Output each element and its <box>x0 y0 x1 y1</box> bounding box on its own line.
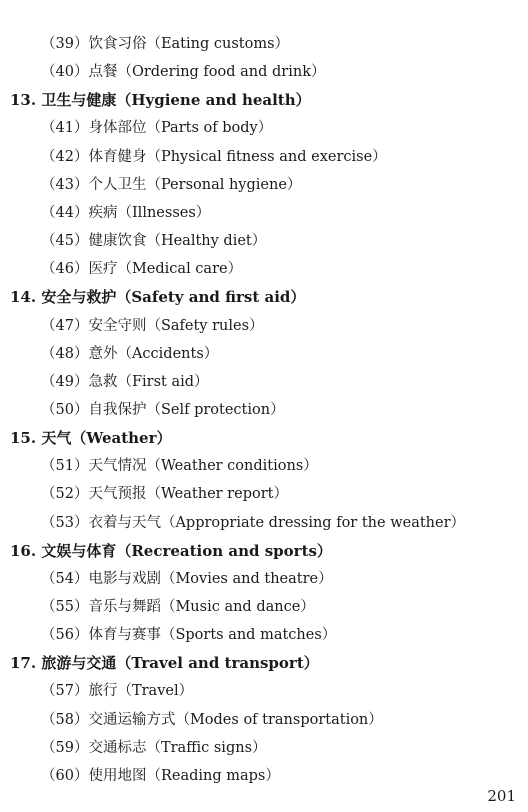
subtopic-item: （45）健康饮食（Healthy diet） <box>41 233 267 249</box>
subtopic-item: （53）衣着与天气（Appropriate dressing for the weather） <box>41 515 466 531</box>
subtopic-item: （48）意外（Accidents） <box>41 346 219 362</box>
category-heading: 13. 卫生与健康（Hygiene and health） <box>10 91 311 109</box>
subtopic-item: （55）音乐与舞蹈（Music and dance） <box>41 599 315 615</box>
category-heading: 16. 文娱与体育（Recreation and sports） <box>10 542 332 560</box>
subtopic-item: （59）交通标志（Traffic signs） <box>41 740 267 756</box>
subtopic-item: （58）交通运输方式（Modes of transportation） <box>41 712 383 728</box>
subtopic-item: （50）自我保护（Self protection） <box>41 402 285 418</box>
subtopic-item: （51）天气情况（Weather conditions） <box>41 458 318 474</box>
subtopic-item: （49）急救（First aid） <box>41 374 209 390</box>
category-heading: 17. 旅游与交通（Travel and transport） <box>10 654 319 672</box>
subtopic-item: （41）身体部位（Parts of body） <box>41 120 273 136</box>
subtopic-item: （52）天气预报（Weather report） <box>41 486 288 502</box>
subtopic-item: （42）体育健身（Physical fitness and exercise） <box>41 149 387 165</box>
category-heading: 15. 天气（Weather） <box>10 429 172 447</box>
subtopic-item: （57）旅行（Travel） <box>41 683 194 699</box>
subtopic-item: （44）疾病（Illnesses） <box>41 205 211 221</box>
subtopic-item: （60）使用地图（Reading maps） <box>41 768 280 784</box>
subtopic-item: （40）点餐（Ordering food and drink） <box>41 64 326 80</box>
page-number: 201 <box>487 787 516 805</box>
subtopic-item: （54）电影与戏剧（Movies and theatre） <box>41 571 333 587</box>
subtopic-item: （39）饮食习俗（Eating customs） <box>41 36 290 52</box>
subtopic-item: （47）安全守则（Safety rules） <box>41 318 264 334</box>
subtopic-item: （43）个人卫生（Personal hygiene） <box>41 177 302 193</box>
subtopic-item: （46）医疗（Medical care） <box>41 261 243 277</box>
subtopic-item: （56）体育与赛事（Sports and matches） <box>41 627 337 643</box>
category-heading: 14. 安全与救护（Safety and first aid） <box>10 288 306 306</box>
